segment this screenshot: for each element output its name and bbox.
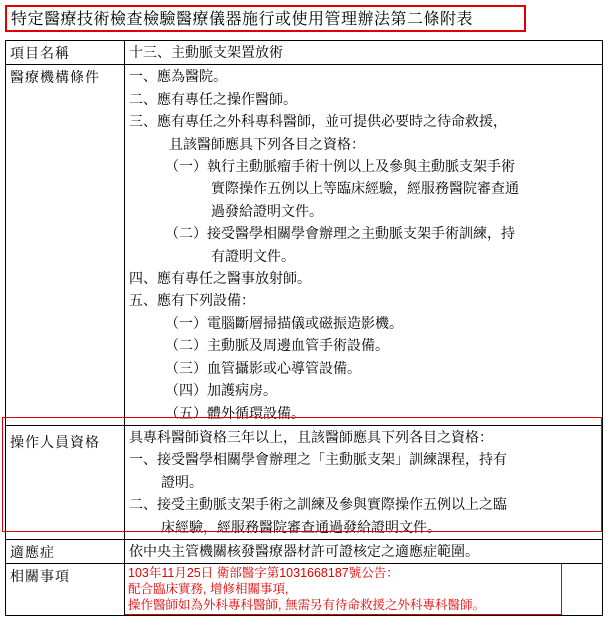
row-label-facility: 醫療機構條件 <box>6 65 125 426</box>
facility-line: 四、應有專任之醫事放射師。 <box>129 271 311 288</box>
operator-line: 證明。 <box>161 474 203 491</box>
facility-line: 過發給證明文件。 <box>211 203 323 220</box>
facility-line: 三、應有專任之外科專科醫師，並可提供必要時之待命救援， <box>129 114 507 131</box>
facility-line: （五）體外循環設備。 <box>165 405 305 422</box>
notice-line: 103年11月25日 衛部醫字第1031668187號公告： <box>128 566 399 581</box>
facility-line: （二）接受醫學相關學會辦理之主動脈支架手術訓練，持 <box>165 226 515 243</box>
operator-line: 床經驗，經服務醫院審查通過發給證明文件。 <box>161 519 441 536</box>
facility-line: （四）加護病房。 <box>165 383 277 400</box>
facility-line: 一、應為醫院。 <box>129 69 227 86</box>
item-name-text: 十三、主動脈支架置放術 <box>129 45 283 61</box>
facility-line: （一）執行主動脈瘤手術十例以上及參與主動脈支架手術 <box>165 159 515 176</box>
related-matters <box>125 564 603 616</box>
facility-line: （一）電腦斷層掃描儀或磁振造影機。 <box>165 315 403 332</box>
facility-line: 有證明文件。 <box>211 248 295 265</box>
notice-line: 配合臨床實務, 增修相關事項, <box>128 582 289 597</box>
table-row-indication <box>6 539 603 563</box>
notice-line: 操作醫師如為外科專科醫師, 無需另有待命救援之外科專科醫師。 <box>128 598 485 613</box>
table-row-related <box>6 564 603 616</box>
facility-line: 五、應有下列設備： <box>129 293 255 310</box>
facility-line: （二）主動脈及周邊血管手術設備。 <box>165 338 389 355</box>
facility-line: 實際操作五例以上等臨床經驗，經服務醫院審查通 <box>211 181 519 198</box>
indication-value <box>125 539 603 563</box>
indication-text: 依中央主管機關核發醫療器材許可證核定之適應症範圍。 <box>129 543 479 560</box>
table-row-facility <box>6 65 603 426</box>
operator-qualifications <box>125 425 603 539</box>
row-label-indication: 適應症 <box>6 539 125 563</box>
facility-line: （三）血管攝影或心導管設備。 <box>165 360 361 377</box>
operator-line: 二、接受主動脈支架手術之訓練及參與實際操作五例以上之臨 <box>129 497 507 514</box>
operator-line: 具專科醫師資格三年以上，且該醫師應具下列各目之資格： <box>129 429 493 446</box>
row-label-item: 項目名稱 <box>6 41 125 65</box>
table-row-item <box>6 41 603 65</box>
row-label-related: 相關事項 <box>6 564 125 616</box>
row-label-operator: 操作人員資格 <box>6 425 125 539</box>
facility-line: 且該醫師應具下列各目之資格： <box>169 136 365 153</box>
amendment-notice <box>124 563 562 615</box>
page-title: 特定醫療技術檢查檢驗醫療儀器施行或使用管理辦法第二條附表 <box>5 5 526 32</box>
table-row-operator <box>6 425 603 539</box>
regulation-table <box>5 40 603 616</box>
facility-conditions <box>125 65 603 426</box>
item-name-value <box>125 41 603 65</box>
operator-line: 一、接受醫學相關學會辦理之「主動脈支架」訓練課程，持有 <box>129 452 507 469</box>
facility-line: 二、應有專任之操作醫師。 <box>129 91 297 108</box>
